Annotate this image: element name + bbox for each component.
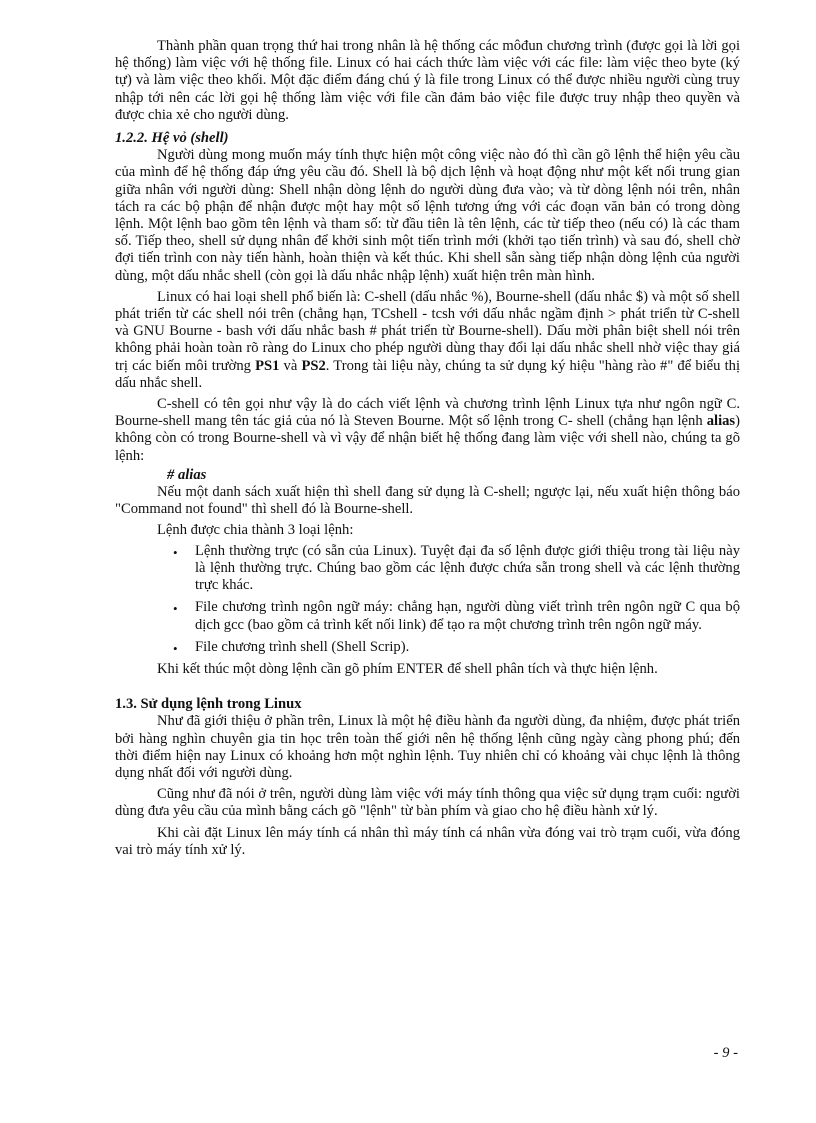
paragraph-terminal: Cũng như đã nói ở trên, người dùng làm việc với máy tính thông qua việc sử dụng trạm cuối: người dùng đưa yêu cầu của mình bằng cách gõ "lệnh" từ bàn phím và giao cho hệ điều hành xử lý. bbox=[115, 786, 740, 820]
paragraph-alias-result: Nếu một danh sách xuất hiện thì shell đang sử dụng là C-shell; ngược lại, nếu xuất hiện thông báo "Command not found" thì shell đó là Bourne-shell. bbox=[115, 484, 740, 518]
paragraph-enter-key: Khi kết thúc một dòng lệnh cần gõ phím ENTER để shell phân tích và thực hiện lệnh. bbox=[157, 660, 658, 677]
text-fragment: C-shell có tên gọi như vậy là do cách viết lệnh và chương trình lệnh Linux tựa như ngôn ngữ C. Bourne-shell mang tên tác giả của nó là Steven Bourne. Một số lệnh trong C- shell (chẳng hạn lệnh bbox=[115, 396, 740, 430]
paragraph-linux-commands: Như đã giới thiệu ở phần trên, Linux là một hệ điều hành đa người dùng, đa nhiệm, được phát triển bởi hàng nghìn chuyên gia tin học trên toàn thế giới nên hệ thống lệnh cũng ngày càng phong phú; đến thời điểm hiện nay Linux có khoảng hơn một nghìn lệnh. Tuy nhiên chỉ có khoảng vài chục lệnh là thông dụng nhất đối với người dùng. bbox=[115, 713, 740, 781]
text-fragment: ) không còn có trong Bourne-shell và vì vậy để nhận biết hệ thống đang làm việc với shell nào, chúng ta gõ lệnh: bbox=[115, 413, 740, 464]
paragraph-shell-types bbox=[115, 289, 740, 392]
page-number: - 9 - bbox=[713, 1045, 738, 1061]
text-fragment: . Trong tài liệu này, chúng ta sử dụng ký hiệu "hàng rào #" để biểu thị dấu nhắc shell. bbox=[115, 357, 740, 391]
paragraph-c-shell bbox=[115, 396, 740, 465]
command-alias: # alias bbox=[167, 466, 207, 483]
list-item: • File chương trình ngôn ngữ máy: chẳng hạn, người dùng viết trình trên ngôn ngữ C qua bộ dịch gcc (bao gồm cả trình kết nối link) để tạo ra một chương trình trên ngôn ngữ máy. bbox=[115, 599, 740, 633]
list-item: • Lệnh thường trực (có sẵn của Linux). Tuyệt đại đa số lệnh được giới thiệu trong tài liệu này là lệnh thường trực. Chúng bao gồm các lệnh được chứa sẵn trong shell và các lệnh thường trực khác. bbox=[115, 543, 740, 595]
paragraph-shell-intro: Người dùng mong muốn máy tính thực hiện một công việc nào đó thì cần gõ lệnh thể hiện yêu cầu của mình để hệ thống đáp ứng yêu cầu đó. Shell là bộ dịch lệnh và hoạt động như một kết nối trung gian giữa nhân với người dùng: Shell nhận dòng lệnh do người dùng đưa vào; và từ dòng lệnh nói trên, nhân tách ra các bộ phận để nhận được một hay một số lệnh tương ứng với các đoạn văn bản có trong dòng lệnh. Một lệnh bao gồm tên lệnh và tham số: từ đầu tiên là tên lệnh, các từ tiếp theo (nếu có) là các tham số. Tiếp theo, shell sử dụng nhân để khởi sinh một tiến trình mới (khởi tạo tiến trình) và sau đó, shell chờ đợi tiến trình con này tiến hành, hoàn thiện và kết thúc. Khi shell sẵn sàng tiếp nhận dòng lệnh của người dùng, một dấu nhắc shell (còn gọi là dấu nhắc nhập lệnh) xuất hiện trên màn hình. bbox=[115, 147, 740, 284]
env-var-ps2: PS2 bbox=[301, 357, 326, 374]
command-alias-inline: alias bbox=[706, 413, 736, 430]
list-item: • File chương trình shell (Shell Scrip). bbox=[115, 639, 740, 656]
paragraph-command-types: Lệnh được chia thành 3 loại lệnh: bbox=[157, 522, 354, 539]
page-body bbox=[115, 38, 740, 859]
heading-1-2-2-shell: 1.2.2. Hệ vỏ (shell) bbox=[115, 130, 229, 147]
env-var-ps1: PS1 bbox=[255, 357, 280, 374]
paragraph-filesystem-calls: Thành phần quan trọng thứ hai trong nhân là hệ thống các môđun chương trình (được gọi là lời gọi hệ thống) làm việc với hệ thống file. Linux có hai cách thức làm việc với các file: làm việc theo byte (ký tự) và làm việc theo khối. Một đặc điểm đáng chú ý là file trong Linux có thể được nhiều người cùng truy nhập tới nên các lời gọi hệ thống làm việc với file cần đảm bảo việc file được truy nhập theo quyền và được chia xẻ cho người dùng. bbox=[115, 38, 740, 123]
command-types-list bbox=[115, 543, 740, 656]
heading-1-3-using-commands: 1.3. Sử dụng lệnh trong Linux bbox=[115, 696, 302, 713]
text-fragment: Linux có hai loại shell phổ biến là: C-shell (dấu nhắc %), Bourne-shell (dấu nhắc $) và một số shell phát triển từ các shell nói trên (chẳng hạn, TCshell - tcsh với dấu nhắc ngầm định > phát triển từ C-shell và GNU Bourne - bash với dấu nhắc bash # phát triển từ Bourne-shell). Dấu mời phân biệt shell nói trên không phải hoàn toàn rõ ràng do Linux cho phép người dùng thay đổi lại dấu nhắc shell nhờ việc thay giá trị các biến môi trường bbox=[115, 288, 740, 374]
paragraph-personal-computer: Khi cài đặt Linux lên máy tính cá nhân thì máy tính cá nhân vừa đóng vai trò trạm cuối, vừa đóng vai trò máy tính xử lý. bbox=[115, 824, 740, 858]
text-fragment: và bbox=[279, 357, 302, 374]
